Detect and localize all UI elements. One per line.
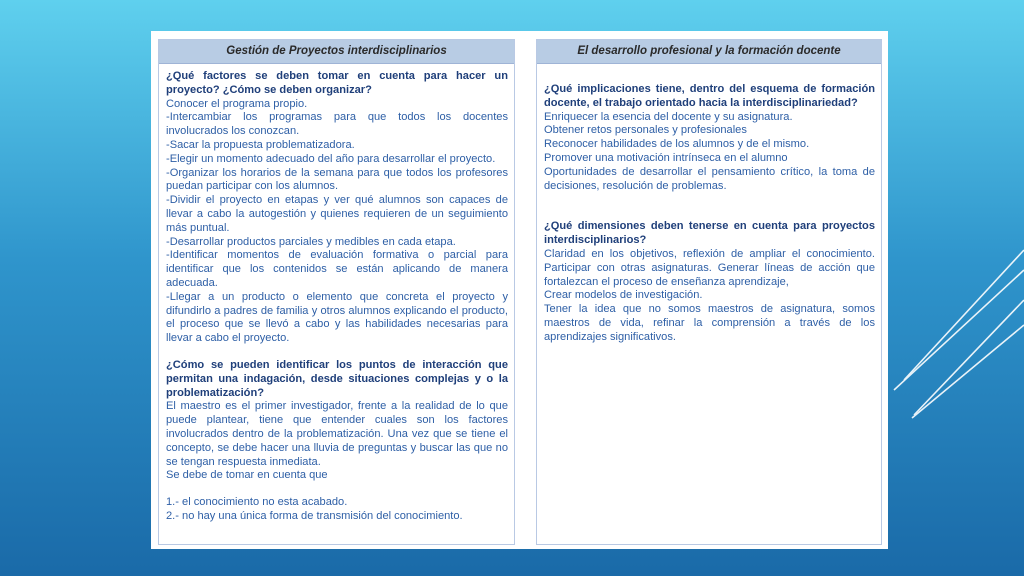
question-dimensions: ¿Qué dimensiones deben tenerse en cuenta para proyectos interdisciplinarios?: [544, 220, 875, 247]
list-item: -Identificar momentos de evaluación formativa o parcial para identificar que los contenidos se están aplicando de manera adecuada.: [166, 249, 508, 289]
question-implications: ¿Qué implicaciones tiene, dentro del esquema de formación docente, el trabajo orientado hacia la interdisciplinariedad?: [544, 83, 875, 109]
list-item: -Desarrollar productos parciales y medibles en cada etapa.: [166, 235, 456, 248]
list-item: Reconocer habilidades de los alumnos y de el mismo.: [544, 138, 810, 151]
column-desarrollo-profesional: [536, 39, 882, 545]
numbered-item-2: 2.- no hay una única forma de transmisión del conocimiento.: [166, 509, 463, 522]
slide-content-panel: [151, 31, 888, 549]
list-item: -Dividir el proyecto en etapas y ver qué alumnos son capaces de llevar a cabo la autogestión y quienes requieren de un seguimiento más puntual.: [166, 194, 508, 234]
list-item: Obtener retos personales y profesionales: [544, 124, 747, 137]
list-item: -Intercambiar los programas para que todos los docentes involucrados los conozcan.: [166, 111, 508, 138]
list-item: -Llegar a un producto o elemento que concreta el proyecto y difundirlo a padres de familia y otros alumnos explicando el producto, el proceso que se llevó a cabo y las habilidades necesarias para llevar a cabo el proyecto.: [166, 290, 508, 345]
column-header-right: El desarrollo profesional y la formación docente: [537, 40, 881, 64]
paragraph-teacher: El maestro es el primer investigador, frente a la realidad de lo que puede plantear, tiene que entender cuales son los factores involucrados dentro de la problematización. Una vez que se tiene el concepto, se debe hacer una lluvia de preguntas y buscar las que no se tengan respuesta inmediata.: [166, 400, 508, 468]
list-item: Crear modelos de investigación.: [544, 289, 703, 302]
column-header-left: Gestión de Proyectos interdisciplinarios: [159, 40, 514, 64]
question-interaction-points: ¿Cómo se pueden identificar los puntos de interacción que permitan una indagación, desde situaciones complejas y o la problematización?: [166, 358, 508, 399]
list-item: Oportunidades de desarrollar el pensamiento crítico, la toma de decisiones, resolución de problemas.: [544, 165, 875, 192]
question-factors: ¿Qué factores se deben tomar en cuenta para hacer un proyecto? ¿Cómo se deben organizar?: [166, 70, 508, 96]
column-body-right: [537, 64, 881, 345]
list-item: Tener la idea que no somos maestros de asignatura, somos maestros de vida, refinar la comprensión a través de los aprendizajes significativos.: [544, 303, 875, 343]
list-item: -Elegir un momento adecuado del año para desarrollar el proyecto.: [166, 152, 496, 165]
decorative-lines: [884, 230, 1024, 430]
list-item: Enriquecer la esencia del docente y su asignatura.: [544, 110, 793, 123]
numbered-item-1: 1.- el conocimiento no esta acabado.: [166, 496, 348, 509]
list-item: -Organizar los horarios de la semana para que todos los profesores puedan participar con los alumnos.: [166, 166, 508, 193]
list-item: -Sacar la propuesta problematizadora.: [166, 138, 355, 151]
list-item: Conocer el programa propio.: [166, 97, 308, 110]
list-item: Promover una motivación intrínseca en el alumno: [544, 151, 788, 164]
list-item: Claridad en los objetivos, reflexión de ampliar el conocimiento. Participar con otras asignaturas. Generar líneas de acción que fortalezcan el proceso de enseñanza aprendizaje,: [544, 247, 875, 288]
paragraph-consider: Se debe de tomar en cuenta que: [166, 469, 328, 482]
column-body-left: [159, 64, 514, 524]
column-gestion-proyectos: [158, 39, 515, 545]
